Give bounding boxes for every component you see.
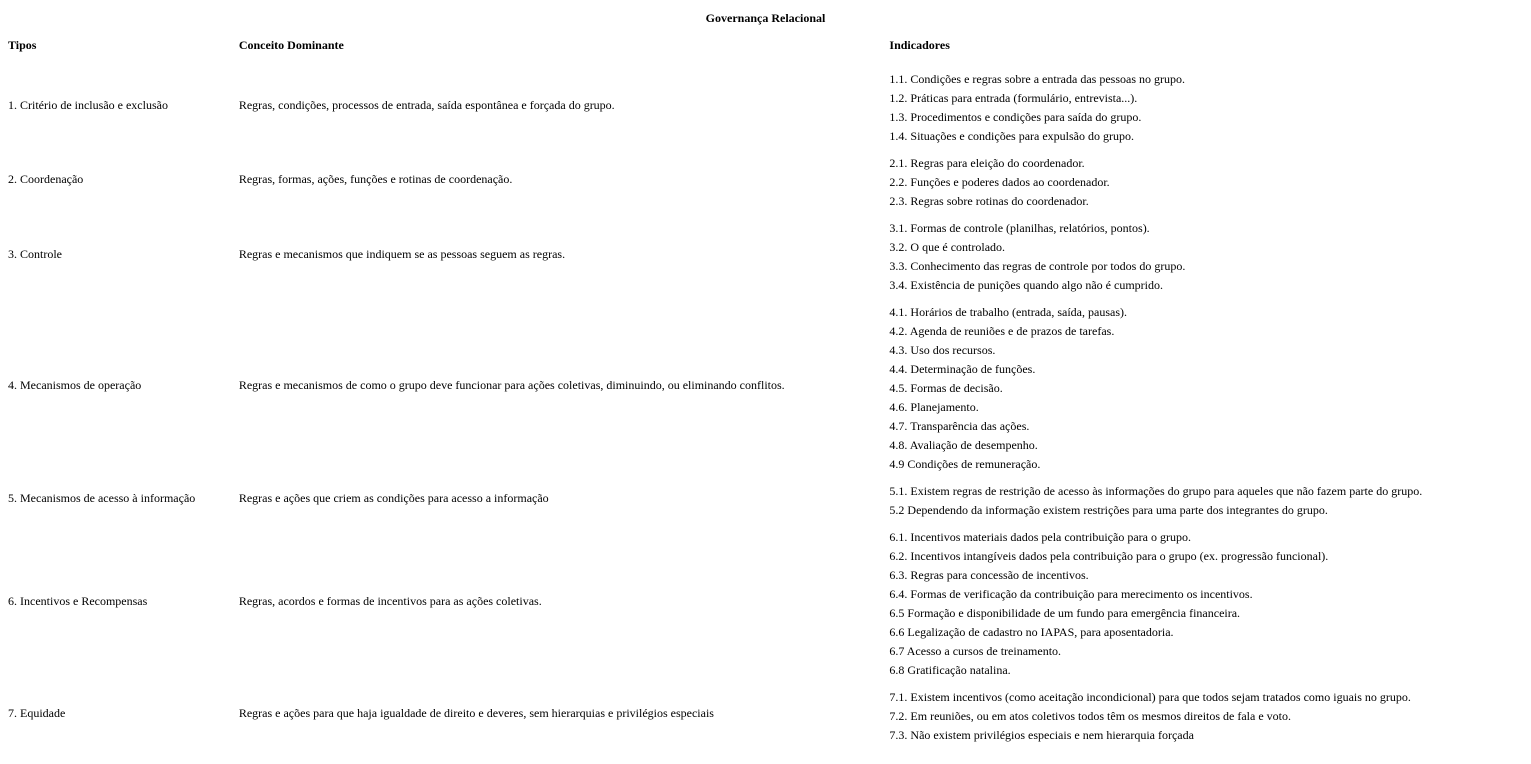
indicador-item: 4.1. Horários de trabalho (entrada, saída, pausas). [889, 305, 1127, 319]
indicador-item: 5.2 Dependendo da informação existem restrições para uma parte dos integrantes do grupo. [889, 503, 1328, 517]
indicador-item: 4.4. Determinação de funções. [889, 362, 1036, 376]
indicador-item: 7.2. Em reuniões, ou em atos coletivos todos têm os mesmos direitos de fala e voto. [889, 709, 1292, 723]
table-row [8, 64, 1529, 146]
indicador-item: 7.3. Não existem privilégios especiais e nem hierarquia forçada [889, 728, 1194, 742]
tipo-cell: 7. Equidade [8, 706, 66, 720]
header-conceito: Conceito Dominante [238, 38, 344, 52]
indicador-item: 6.2. Incentivos intangíveis dados pela contribuição para o grupo (ex. progressão funcional). [889, 549, 1329, 563]
table-row [8, 682, 1529, 745]
indicador-item: 4.9 Condições de remuneração. [889, 457, 1041, 471]
indicador-item: 6.6 Legalização de cadastro no IAPAS, para aposentadoria. [889, 625, 1174, 639]
indicador-item: 2.1. Regras para eleição do coordenador. [889, 156, 1085, 170]
indicador-item: 3.3. Conhecimento das regras de controle por todos do grupo. [889, 259, 1186, 273]
tipo-cell: 5. Mecanismos de acesso à informação [8, 490, 196, 505]
indicadores-cell [889, 522, 1529, 680]
indicador-item: 1.1. Condições e regras sobre a entrada das pessoas no grupo. [889, 72, 1185, 86]
table-row [8, 148, 1529, 211]
indicador-item: 2.2. Funções e poderes dados ao coordenador. [889, 175, 1110, 189]
indicador-item: 3.1. Formas de controle (planilhas, relatórios, pontos). [889, 221, 1150, 235]
conceito-cell: Regras e mecanismos de como o grupo deve funcionar para ações coletivas, diminuindo, ou eliminando conflitos. [238, 378, 785, 392]
header-tipos: Tipos [8, 38, 37, 52]
indicador-item: 1.4. Situações e condições para expulsão do grupo. [889, 129, 1135, 143]
indicador-item: 6.7 Acesso a cursos de treinamento. [889, 644, 1062, 658]
conceito-cell: Regras, condições, processos de entrada, saída espontânea e forçada do grupo. [238, 97, 615, 112]
conceito-cell: Regras, acordos e formas de incentivos para as ações coletivas. [238, 593, 542, 608]
indicador-item: 1.3. Procedimentos e condições para saída do grupo. [889, 110, 1142, 124]
indicadores-cell [889, 64, 1529, 146]
indicador-item: 4.5. Formas de decisão. [889, 381, 1003, 395]
table-row [8, 297, 1529, 474]
indicador-item: 4.7. Transparência das ações. [889, 419, 1030, 433]
document-title: Governança Relacional [705, 11, 826, 25]
conceito-cell: Regras e mecanismos que indiquem se as pessoas seguem as regras. [238, 246, 566, 261]
indicador-item: 6.8 Gratificação natalina. [889, 663, 1011, 677]
indicador-item: 2.3. Regras sobre rotinas do coordenador. [889, 194, 1089, 208]
table-row [8, 522, 1529, 680]
tipo-cell: 4. Mecanismos de operação [8, 378, 142, 392]
header-indicadores: Indicadores [889, 38, 950, 52]
conceito-cell: Regras, formas, ações, funções e rotinas de coordenação. [238, 172, 513, 186]
indicador-item: 6.4. Formas de verificação da contribuição para merecimento os incentivos. [889, 587, 1253, 601]
indicadores-cell [889, 297, 1529, 474]
indicador-item: 6.5 Formação e disponibilidade de um fundo para emergência financeira. [889, 606, 1241, 620]
tipo-cell: 3. Controle [8, 246, 62, 261]
conceito-cell: Regras e ações que criem as condições para acesso a informação [238, 490, 549, 505]
indicador-item: 7.1. Existem incentivos (como aceitação incondicional) para que todos sejam tratados como iguais no grupo. [889, 690, 1411, 704]
indicador-item: 6.3. Regras para concessão de incentivos. [889, 568, 1089, 582]
tipo-cell: 2. Coordenação [8, 172, 84, 186]
indicador-item: 1.2. Práticas para entrada (formulário, entrevista...). [889, 91, 1138, 105]
indicador-item: 3.2. O que é controlado. [889, 240, 1006, 254]
table-row [8, 213, 1529, 295]
table-row [8, 476, 1529, 520]
indicador-item: 4.6. Planejamento. [889, 400, 979, 414]
indicadores-cell [889, 213, 1529, 295]
indicador-item: 4.8. Avaliação de desempenho. [889, 438, 1038, 452]
indicadores-cell [889, 148, 1529, 211]
tipo-cell: 1. Critério de inclusão e exclusão [8, 97, 168, 112]
indicador-item: 5.1. Existem regras de restrição de acesso às informações do grupo para aqueles que não fazem parte do grupo. [889, 484, 1423, 498]
tipo-cell: 6. Incentivos e Recompensas [8, 593, 148, 608]
indicadores-cell [889, 476, 1529, 520]
governance-table [6, 34, 1531, 747]
indicador-item: 4.2. Agenda de reuniões e de prazos de tarefas. [889, 324, 1115, 338]
indicador-item: 6.1. Incentivos materiais dados pela contribuição para o grupo. [889, 530, 1191, 544]
table-header-row [8, 36, 1529, 62]
indicadores-cell [889, 682, 1529, 745]
indicador-item: 4.3. Uso dos recursos. [889, 343, 996, 357]
conceito-cell: Regras e ações para que haja igualdade de direito e deveres, sem hierarquias e privilégios especiais [238, 706, 714, 720]
indicador-item: 3.4. Existência de punições quando algo não é cumprido. [889, 278, 1163, 292]
